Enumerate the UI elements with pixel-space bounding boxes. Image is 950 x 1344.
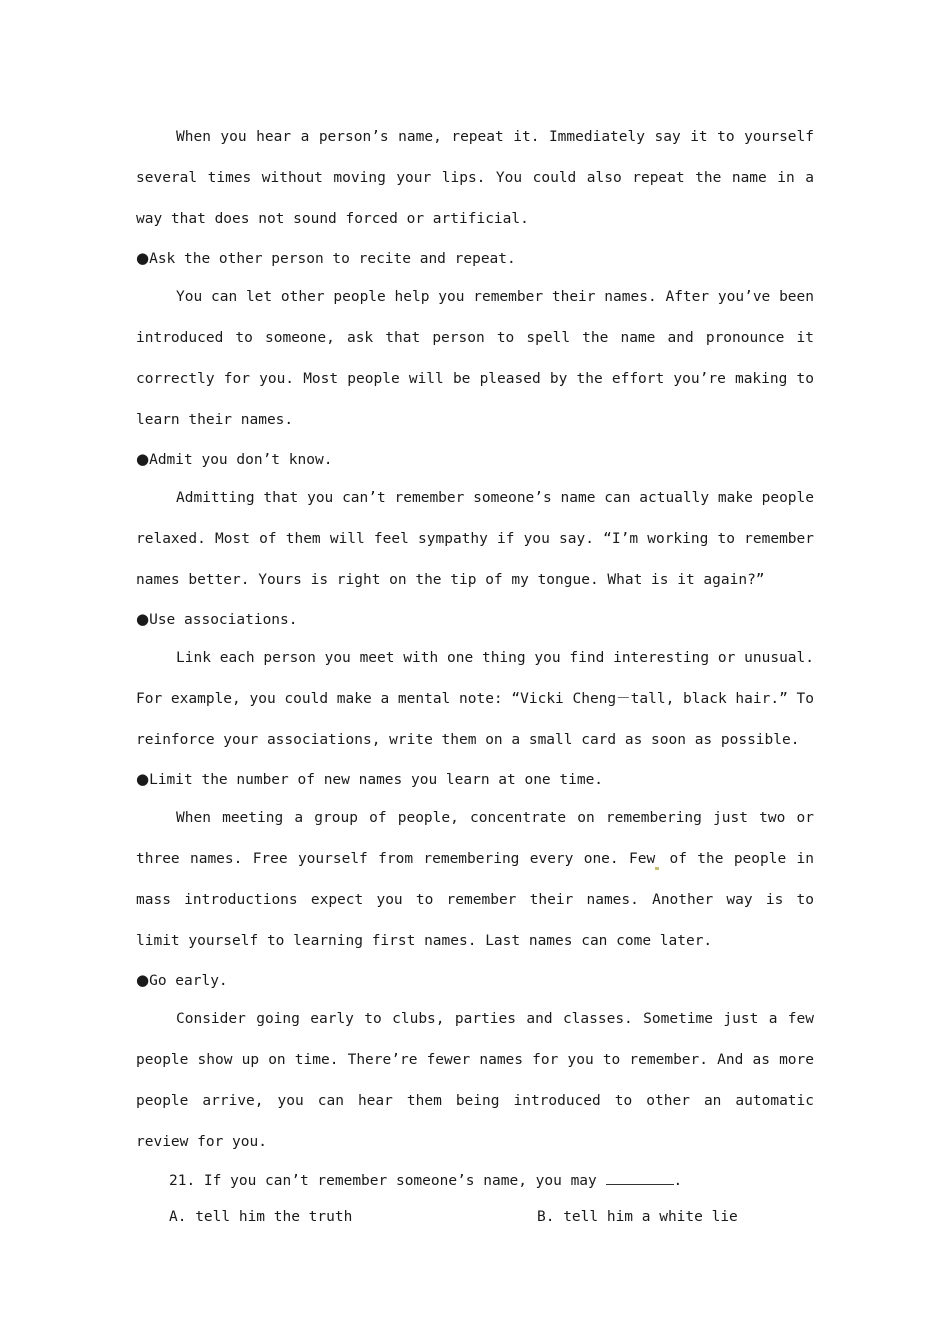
bullet-icon: ●: [136, 450, 150, 468]
paragraph-limit: When meeting a group of people, concentrate on remembering just two or three names. Free yourself from remembering every one. Few of the people in mass introductions expect you to remember their names. Another way is to limit yourself to learning first names. Last names can come later.: [136, 810, 814, 949]
answer-options: [136, 1199, 814, 1235]
paragraph-associations: Link each person you meet with one thing you find interesting or unusual. For example, you could make a mental note: “Vicki Cheng－tall, black hair.” To reinforce your associations, write them on a small card as soon as possible.: [136, 650, 814, 748]
option-b: B. tell him a white lie: [537, 1209, 738, 1225]
option-a: A. tell him the truth: [169, 1209, 353, 1225]
bullet-heading-early: ●Go early.: [136, 971, 228, 989]
paragraph-repeat: When you hear a person’s name, repeat it. Immediately say it to yourself several times without moving your lips. You could also repeat the name in a way that does not sound forced or artificial.: [136, 129, 814, 227]
document-page: [136, 117, 814, 1235]
paragraph-early: Consider going early to clubs, parties and classes. Sometime just a few people show up on time. There’re fewer names for you to remember. And as more people arrive, you can hear them being introduced to other an automatic review for you.: [136, 1011, 814, 1150]
question-21: 21. If you can’t remember someone’s name, you may .: [169, 1173, 683, 1189]
answer-blank: [606, 1174, 674, 1185]
bullet-icon: ●: [136, 971, 150, 989]
bullet-icon: ●: [136, 770, 150, 788]
bullet-heading-recite: ●Ask the other person to recite and repeat.: [136, 249, 516, 267]
bullet-icon: ●: [136, 610, 150, 628]
bullet-heading-admit: ●Admit you don’t know.: [136, 450, 333, 468]
paragraph-recite: You can let other people help you remember their names. After you’ve been introduced to someone, ask that person to spell the name and pronounce it correctly for you. Most people will be pleased by the effort you’re making to learn their names.: [136, 289, 814, 428]
bullet-heading-limit: ●Limit the number of new names you learn at one time.: [136, 770, 604, 788]
annotation-mark: [655, 867, 659, 870]
paragraph-admit: Admitting that you can’t remember someone’s name can actually make people relaxed. Most of them will feel sympathy if you say. “I’m working to remember names better. Yours is right on the tip of my tongue. What is it again?”: [136, 490, 814, 588]
bullet-icon: ●: [136, 249, 150, 267]
bullet-heading-associations: ●Use associations.: [136, 610, 298, 628]
